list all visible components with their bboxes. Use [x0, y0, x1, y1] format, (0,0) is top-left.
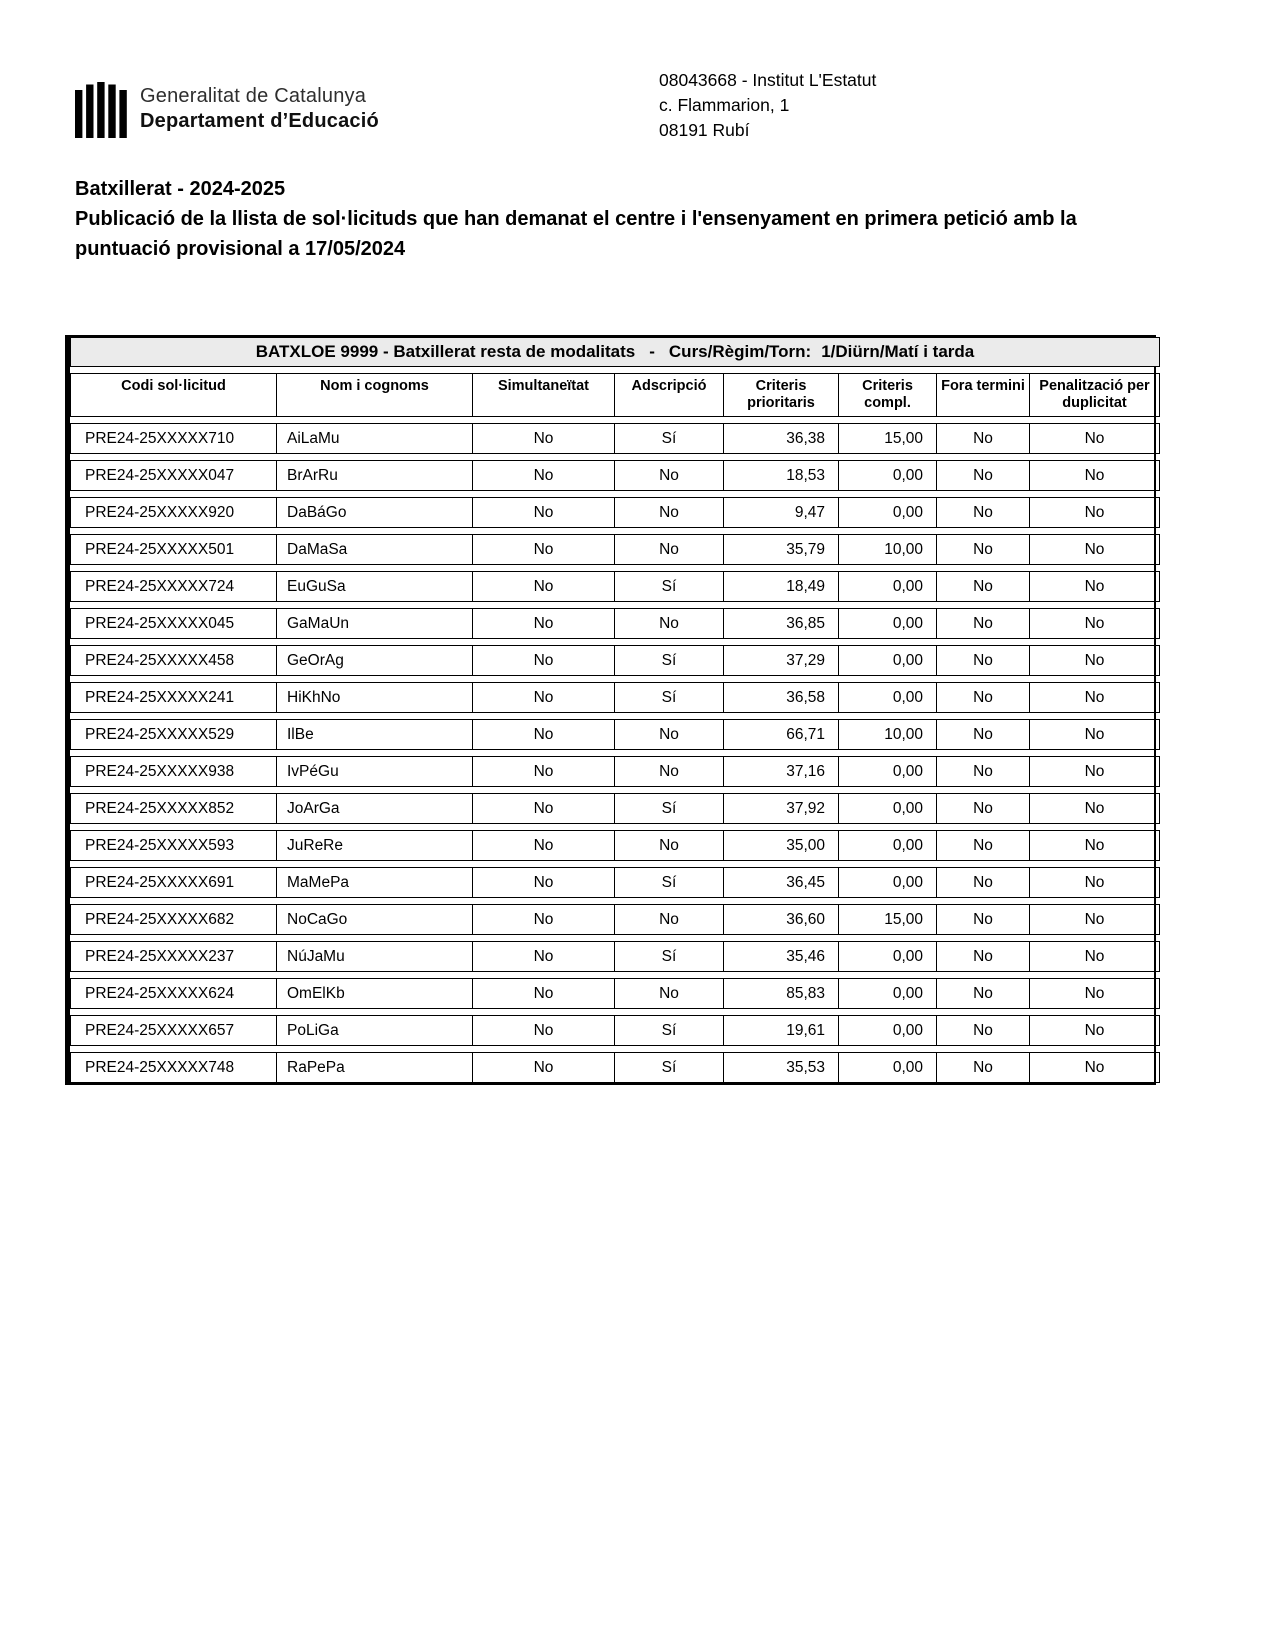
cell-nom-cognoms: NoCaGo — [277, 904, 473, 935]
cell-fora-termini: No — [937, 719, 1030, 750]
cell-criteris-compl: 15,00 — [839, 423, 937, 454]
table-row — [70, 756, 1160, 787]
brand-department: Departament d’Educació — [140, 110, 379, 132]
table-row — [70, 423, 1160, 454]
col-header-criteris-prioritaris: Criteris prioritaris — [724, 373, 839, 417]
cell-fora-termini: No — [937, 460, 1030, 491]
band-label: Curs/Règim/Torn: — [668, 342, 812, 361]
cell-criteris-prioritaris: 19,61 — [724, 1015, 839, 1046]
cell-criteris-compl: 0,00 — [839, 830, 937, 861]
cell-nom-cognoms: DaMaSa — [277, 534, 473, 565]
cell-codi-sollicitud: PRE24-25XXXXX920 — [70, 497, 277, 528]
table-row — [70, 867, 1160, 898]
cell-adscripcio: No — [615, 534, 724, 565]
cell-criteris-compl: 0,00 — [839, 867, 937, 898]
cell-criteris-compl: 0,00 — [839, 497, 937, 528]
cell-codi-sollicitud: PRE24-25XXXXX748 — [70, 1052, 277, 1083]
cell-penalitzacio-duplicitat: No — [1030, 608, 1160, 639]
cell-criteris-prioritaris: 35,46 — [724, 941, 839, 972]
cell-nom-cognoms: RaPePa — [277, 1052, 473, 1083]
cell-codi-sollicitud: PRE24-25XXXXX047 — [70, 460, 277, 491]
cell-simultaneitat: No — [473, 1052, 615, 1083]
applications-table — [70, 331, 1160, 1089]
center-city: 08191 Rubí — [659, 120, 750, 140]
table-row — [70, 978, 1160, 1009]
center-info-block — [659, 68, 876, 143]
brand-text — [140, 84, 379, 134]
cell-penalitzacio-duplicitat: No — [1030, 497, 1160, 528]
cell-criteris-compl: 0,00 — [839, 978, 937, 1009]
cell-adscripcio: No — [615, 830, 724, 861]
cell-adscripcio: Sí — [615, 1052, 724, 1083]
cell-simultaneitat: No — [473, 423, 615, 454]
table-row — [70, 682, 1160, 713]
cell-codi-sollicitud: PRE24-25XXXXX624 — [70, 978, 277, 1009]
cell-nom-cognoms: JoArGa — [277, 793, 473, 824]
cell-adscripcio: Sí — [615, 1015, 724, 1046]
applications-table-wrap — [65, 335, 1156, 1085]
cell-criteris-prioritaris: 9,47 — [724, 497, 839, 528]
cell-adscripcio: Sí — [615, 941, 724, 972]
cell-codi-sollicitud: PRE24-25XXXXX045 — [70, 608, 277, 639]
cell-adscripcio: Sí — [615, 571, 724, 602]
cell-criteris-prioritaris: 85,83 — [724, 978, 839, 1009]
cell-nom-cognoms: BrArRu — [277, 460, 473, 491]
cell-adscripcio: Sí — [615, 645, 724, 676]
cell-codi-sollicitud: PRE24-25XXXXX852 — [70, 793, 277, 824]
cell-criteris-prioritaris: 37,92 — [724, 793, 839, 824]
cell-criteris-compl: 15,00 — [839, 904, 937, 935]
cell-criteris-compl: 0,00 — [839, 756, 937, 787]
center-address: c. Flammarion, 1 — [659, 95, 790, 115]
cell-penalitzacio-duplicitat: No — [1030, 1052, 1160, 1083]
cell-criteris-prioritaris: 36,60 — [724, 904, 839, 935]
col-header-fora-termini: Fora termini — [937, 373, 1030, 417]
table-row — [70, 830, 1160, 861]
document-title-description: Publicació de la llista de sol·licituds que han demanat el centre i l'ensenyament en primera petició amb la puntuació provisional a 17/05/2024 — [75, 208, 1077, 260]
cell-codi-sollicitud: PRE24-25XXXXX458 — [70, 645, 277, 676]
cell-codi-sollicitud: PRE24-25XXXXX657 — [70, 1015, 277, 1046]
cell-penalitzacio-duplicitat: No — [1030, 534, 1160, 565]
band-program: BATXLOE 9999 - Batxillerat resta de modalitats — [255, 342, 636, 361]
cell-criteris-compl: 0,00 — [839, 793, 937, 824]
cell-simultaneitat: No — [473, 756, 615, 787]
cell-penalitzacio-duplicitat: No — [1030, 978, 1160, 1009]
cell-nom-cognoms: IlBe — [277, 719, 473, 750]
cell-adscripcio: No — [615, 756, 724, 787]
cell-codi-sollicitud: PRE24-25XXXXX682 — [70, 904, 277, 935]
cell-nom-cognoms: EuGuSa — [277, 571, 473, 602]
generalitat-brand-block — [75, 80, 379, 138]
cell-criteris-prioritaris: 18,49 — [724, 571, 839, 602]
cell-penalitzacio-duplicitat: No — [1030, 756, 1160, 787]
cell-nom-cognoms: HiKhNo — [277, 682, 473, 713]
cell-simultaneitat: No — [473, 571, 615, 602]
col-header-adscripcio: Adscripció — [615, 373, 724, 417]
cell-penalitzacio-duplicitat: No — [1030, 830, 1160, 861]
cell-penalitzacio-duplicitat: No — [1030, 904, 1160, 935]
cell-penalitzacio-duplicitat: No — [1030, 719, 1160, 750]
cell-codi-sollicitud: PRE24-25XXXXX710 — [70, 423, 277, 454]
cell-criteris-compl: 0,00 — [839, 645, 937, 676]
cell-adscripcio: No — [615, 719, 724, 750]
cell-fora-termini: No — [937, 608, 1030, 639]
cell-adscripcio: No — [615, 460, 724, 491]
cell-criteris-compl: 0,00 — [839, 608, 937, 639]
cell-codi-sollicitud: PRE24-25XXXXX691 — [70, 867, 277, 898]
cell-penalitzacio-duplicitat: No — [1030, 423, 1160, 454]
cell-simultaneitat: No — [473, 941, 615, 972]
table-row — [70, 645, 1160, 676]
cell-fora-termini: No — [937, 497, 1030, 528]
cell-criteris-prioritaris: 35,00 — [724, 830, 839, 861]
cell-nom-cognoms: DaBáGo — [277, 497, 473, 528]
table-row — [70, 608, 1160, 639]
cell-nom-cognoms: PoLiGa — [277, 1015, 473, 1046]
cell-criteris-prioritaris: 36,58 — [724, 682, 839, 713]
cell-codi-sollicitud: PRE24-25XXXXX237 — [70, 941, 277, 972]
cell-penalitzacio-duplicitat: No — [1030, 682, 1160, 713]
cell-fora-termini: No — [937, 830, 1030, 861]
cell-nom-cognoms: JuReRe — [277, 830, 473, 861]
col-header-penalitzacio-duplicitat: Penalització per duplicitat — [1030, 373, 1160, 417]
cell-simultaneitat: No — [473, 719, 615, 750]
cell-criteris-prioritaris: 18,53 — [724, 460, 839, 491]
cell-penalitzacio-duplicitat: No — [1030, 645, 1160, 676]
cell-simultaneitat: No — [473, 497, 615, 528]
table-row — [70, 904, 1160, 935]
cell-fora-termini: No — [937, 1052, 1030, 1083]
cell-adscripcio: Sí — [615, 682, 724, 713]
cell-codi-sollicitud: PRE24-25XXXXX529 — [70, 719, 277, 750]
table-row — [70, 497, 1160, 528]
col-header-criteris-compl: Criteris compl. — [839, 373, 937, 417]
cell-penalitzacio-duplicitat: No — [1030, 793, 1160, 824]
cell-nom-cognoms: OmElKb — [277, 978, 473, 1009]
cell-adscripcio: No — [615, 978, 724, 1009]
cell-codi-sollicitud: PRE24-25XXXXX938 — [70, 756, 277, 787]
cell-codi-sollicitud: PRE24-25XXXXX501 — [70, 534, 277, 565]
cell-criteris-prioritaris: 35,79 — [724, 534, 839, 565]
band-separator: - — [649, 342, 655, 361]
cell-adscripcio: No — [615, 497, 724, 528]
cell-simultaneitat: No — [473, 534, 615, 565]
cell-codi-sollicitud: PRE24-25XXXXX724 — [70, 571, 277, 602]
cell-penalitzacio-duplicitat: No — [1030, 571, 1160, 602]
table-band-cell — [70, 337, 1160, 367]
cell-adscripcio: No — [615, 608, 724, 639]
cell-fora-termini: No — [937, 1015, 1030, 1046]
cell-criteris-compl: 0,00 — [839, 682, 937, 713]
table-body — [70, 423, 1160, 1083]
cell-criteris-compl: 0,00 — [839, 460, 937, 491]
cell-adscripcio: Sí — [615, 423, 724, 454]
table-band-row — [70, 337, 1160, 367]
cell-simultaneitat: No — [473, 460, 615, 491]
document-title-block — [75, 174, 1120, 264]
cell-criteris-prioritaris: 35,53 — [724, 1052, 839, 1083]
cell-nom-cognoms: AiLaMu — [277, 423, 473, 454]
cell-fora-termini: No — [937, 645, 1030, 676]
cell-simultaneitat: No — [473, 830, 615, 861]
table-row — [70, 571, 1160, 602]
table-row — [70, 534, 1160, 565]
document-title-course: Batxillerat - 2024-2025 — [75, 178, 286, 200]
cell-codi-sollicitud: PRE24-25XXXXX593 — [70, 830, 277, 861]
cell-fora-termini: No — [937, 756, 1030, 787]
cell-criteris-prioritaris: 37,16 — [724, 756, 839, 787]
table-header-row — [70, 373, 1160, 417]
cell-simultaneitat: No — [473, 682, 615, 713]
cell-criteris-prioritaris: 37,29 — [724, 645, 839, 676]
generalitat-logo-icon — [75, 80, 127, 138]
cell-fora-termini: No — [937, 682, 1030, 713]
col-header-codi-sollicitud: Codi sol·licitud — [70, 373, 277, 417]
col-header-nom-cognoms: Nom i cognoms — [277, 373, 473, 417]
cell-fora-termini: No — [937, 941, 1030, 972]
cell-adscripcio: Sí — [615, 793, 724, 824]
cell-fora-termini: No — [937, 423, 1030, 454]
cell-fora-termini: No — [937, 904, 1030, 935]
cell-penalitzacio-duplicitat: No — [1030, 941, 1160, 972]
cell-adscripcio: No — [615, 904, 724, 935]
table-row — [70, 793, 1160, 824]
cell-codi-sollicitud: PRE24-25XXXXX241 — [70, 682, 277, 713]
cell-penalitzacio-duplicitat: No — [1030, 867, 1160, 898]
cell-simultaneitat: No — [473, 793, 615, 824]
cell-criteris-prioritaris: 36,85 — [724, 608, 839, 639]
table-row — [70, 1015, 1160, 1046]
cell-nom-cognoms: NúJaMu — [277, 941, 473, 972]
cell-penalitzacio-duplicitat: No — [1030, 460, 1160, 491]
table-row — [70, 460, 1160, 491]
brand-institution: Generalitat de Catalunya — [140, 85, 367, 107]
cell-fora-termini: No — [937, 978, 1030, 1009]
cell-criteris-prioritaris: 36,38 — [724, 423, 839, 454]
cell-adscripcio: Sí — [615, 867, 724, 898]
cell-criteris-compl: 0,00 — [839, 1052, 937, 1083]
col-header-simultaneitat: Simultaneïtat — [473, 373, 615, 417]
cell-fora-termini: No — [937, 793, 1030, 824]
cell-criteris-prioritaris: 36,45 — [724, 867, 839, 898]
table-row — [70, 1052, 1160, 1083]
cell-criteris-compl: 0,00 — [839, 1015, 937, 1046]
cell-criteris-compl: 0,00 — [839, 571, 937, 602]
cell-fora-termini: No — [937, 867, 1030, 898]
cell-criteris-compl: 0,00 — [839, 941, 937, 972]
cell-simultaneitat: No — [473, 608, 615, 639]
table-row — [70, 941, 1160, 972]
table-row — [70, 719, 1160, 750]
cell-criteris-prioritaris: 66,71 — [724, 719, 839, 750]
cell-fora-termini: No — [937, 534, 1030, 565]
cell-criteris-compl: 10,00 — [839, 534, 937, 565]
cell-nom-cognoms: IvPéGu — [277, 756, 473, 787]
band-value: 1/Diürn/Matí i tarda — [821, 342, 975, 361]
cell-criteris-compl: 10,00 — [839, 719, 937, 750]
center-code-name: 08043668 - Institut L'Estatut — [659, 70, 877, 90]
cell-simultaneitat: No — [473, 867, 615, 898]
cell-nom-cognoms: MaMePa — [277, 867, 473, 898]
cell-nom-cognoms: GeOrAg — [277, 645, 473, 676]
cell-simultaneitat: No — [473, 1015, 615, 1046]
cell-simultaneitat: No — [473, 645, 615, 676]
cell-simultaneitat: No — [473, 904, 615, 935]
cell-simultaneitat: No — [473, 978, 615, 1009]
cell-nom-cognoms: GaMaUn — [277, 608, 473, 639]
cell-fora-termini: No — [937, 571, 1030, 602]
cell-penalitzacio-duplicitat: No — [1030, 1015, 1160, 1046]
